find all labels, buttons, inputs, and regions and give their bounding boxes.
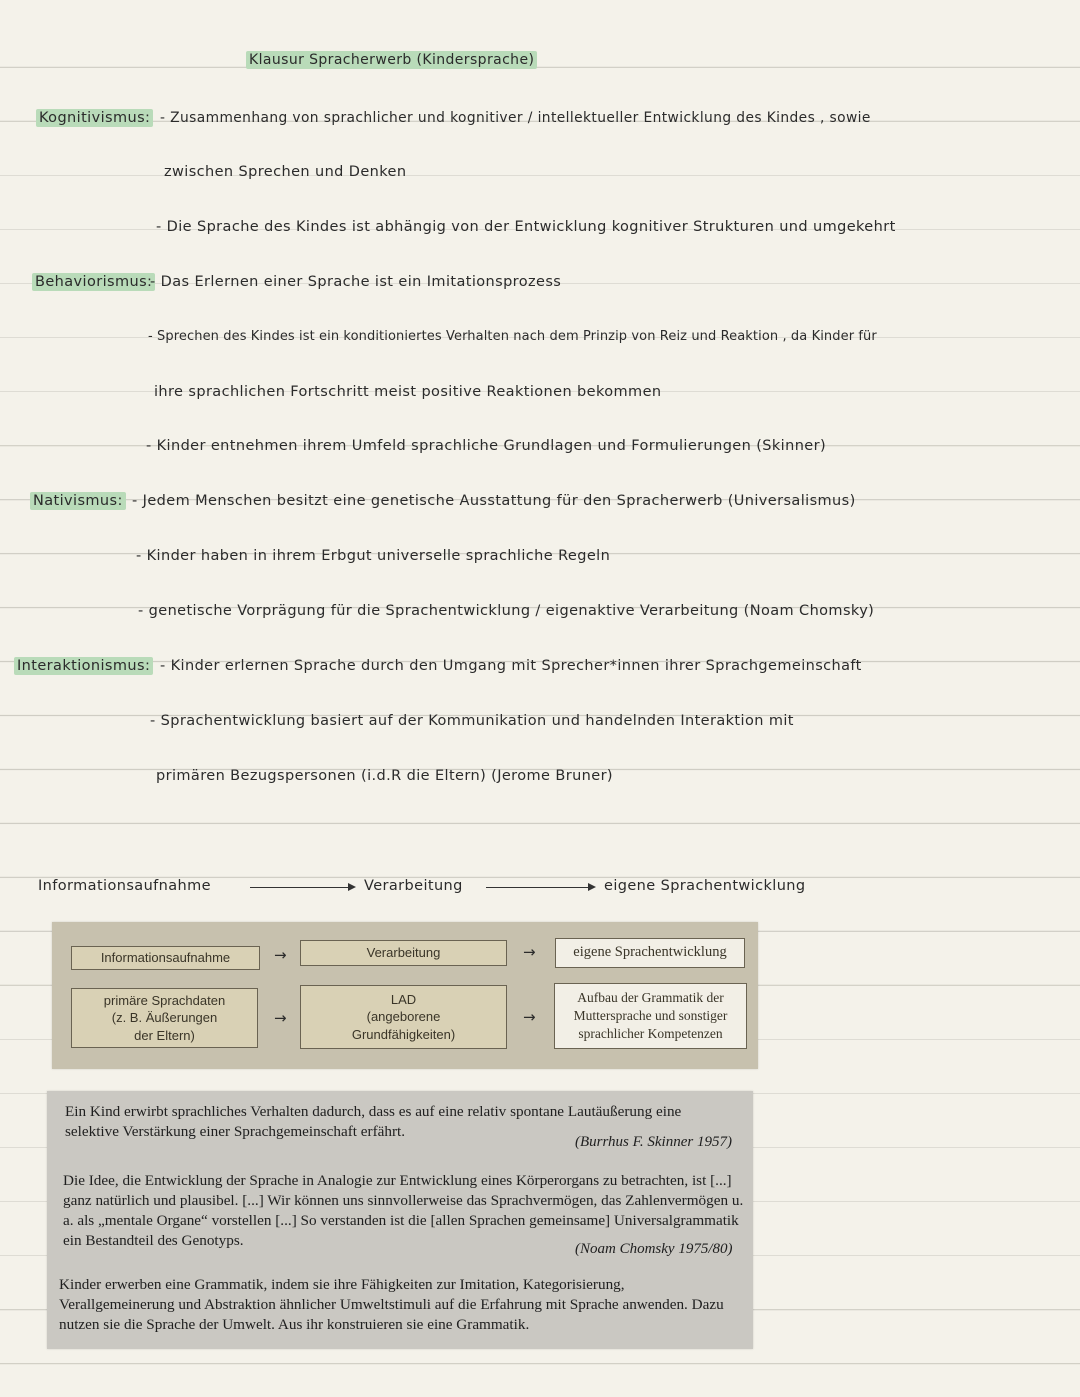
diagram-cell-lad: LAD (angeborene Grundfähigkeiten) [300, 985, 507, 1049]
quotes-block [47, 1091, 753, 1349]
flow-arrow-icon [486, 887, 594, 888]
interaktionismus-line-2: - Sprachentwicklung basiert auf der Kommunikation und handelnden Interaktion mit [150, 713, 794, 729]
arrow-right-icon: → [274, 946, 287, 964]
kognitivismus-line-3: - Die Sprache des Kindes ist abhängig von der Entwicklung kognitiver Strukturen und umgekehrt [156, 219, 896, 235]
diagram-header-verarbeitung: Verarbeitung [300, 940, 507, 966]
lad-diagram [52, 922, 758, 1069]
flow-step-1: Informationsaufnahme [38, 878, 211, 894]
quote-skinner-source: (Burrhus F. Skinner 1957) [575, 1134, 732, 1150]
kognitivismus-line-2: zwischen Sprechen und Denken [164, 164, 407, 180]
quote-bruner-text: Kinder erwerben eine Grammatik, indem sie ihre Fähigkeiten zur Imitation, Kategorisierung, Verallgemeinerung und Abstraktion ähnlicher Umweltstimuli auf die Erfahrung mit Sprache anwenden. Dazu nutzen sie die Sprache der Umwelt. Aus ihr konstruieren sie eine Grammatik. [59, 1276, 724, 1333]
nativismus-line-1: - Jedem Menschen besitzt eine genetische Ausstattung für den Spracherwerb (Universalismus) [132, 493, 856, 509]
kognitivismus-line-1: - Zusammenhang von sprachlicher und kognitiver / intellektueller Entwicklung des Kindes , sowie [160, 110, 871, 126]
behaviorismus-line-4: - Kinder entnehmen ihrem Umfeld sprachliche Grundlagen und Formulierungen (Skinner) [146, 438, 827, 454]
diagram-cell-primaere-sprachdaten: primäre Sprachdaten (z. B. Äußerungen der Eltern) [71, 988, 258, 1048]
interaktionismus-line-1: - Kinder erlernen Sprache durch den Umgang mit Sprecher*innen ihrer Sprachgemeinschaft [160, 658, 862, 674]
behaviorismus-line-1: - Das Erlernen einer Sprache ist ein Imitationsprozess [150, 274, 562, 290]
kognitivismus-label: Kognitivismus: [36, 110, 153, 126]
interaktionismus-line-3: primären Bezugspersonen (i.d.R die Eltern) (Jerome Bruner) [156, 768, 613, 784]
arrow-right-icon: → [523, 1008, 536, 1026]
nativismus-line-2: - Kinder haben in ihrem Erbgut universelle sprachliche Regeln [136, 548, 611, 564]
quote-chomsky-source: (Noam Chomsky 1975/80) [575, 1241, 733, 1257]
flow-arrow-icon [250, 887, 354, 888]
flow-step-2: Verarbeitung [364, 878, 463, 894]
quote-skinner-text: Ein Kind erwirbt sprachliches Verhalten dadurch, dass es auf eine relativ spontane Lautäußerung eine selektive Verstärkung einer Sprachgemeinschaft erfährt. [65, 1103, 682, 1140]
arrow-right-icon: → [274, 1009, 287, 1027]
behaviorismus-line-2: - Sprechen des Kindes ist ein konditioniertes Verhalten nach dem Prinzip von Reiz und Reaktion , da Kinder für [148, 329, 877, 344]
interaktionismus-label: Interaktionismus: [14, 658, 153, 674]
diagram-header-informationsaufnahme: Informationsaufnahme [71, 946, 260, 970]
diagram-header-eigene-sprachentwicklung: eigene Sprachentwicklung [555, 938, 745, 968]
behaviorismus-line-3: ihre sprachlichen Fortschritt meist positive Reaktionen bekommen [154, 384, 662, 400]
flow-step-3: eigene Sprachentwicklung [604, 878, 806, 894]
nativismus-line-3: - genetische Vorprägung für die Sprachentwicklung / eigenaktive Verarbeitung (Noam Chomsky) [138, 603, 875, 619]
behaviorismus-label: Behaviorismus: [32, 274, 155, 290]
arrow-right-icon: → [523, 943, 536, 961]
quote-chomsky-text: Die Idee, die Entwicklung der Sprache in Analogie zur Entwicklung eines Körperorgans zu betrachten, ist [...] ganz natürlich und plausibel. [...] Wir können uns sinnvollerweise das Sprachvermögen, das Zahlenvermögen u. a. als „mentale Organe“ vorstellen [...] So verstanden ist die [allen Sprachen gemeinsame] Universalgrammatik ein Bestandteil des Genotyps. [63, 1172, 744, 1249]
diagram-cell-grammatik: Aufbau der Grammatik der Muttersprache und sonstiger sprachlicher Kompetenzen [554, 983, 747, 1049]
page-title: Klausur Spracherwerb (Kindersprache) [246, 52, 537, 68]
nativismus-label: Nativismus: [30, 493, 126, 509]
